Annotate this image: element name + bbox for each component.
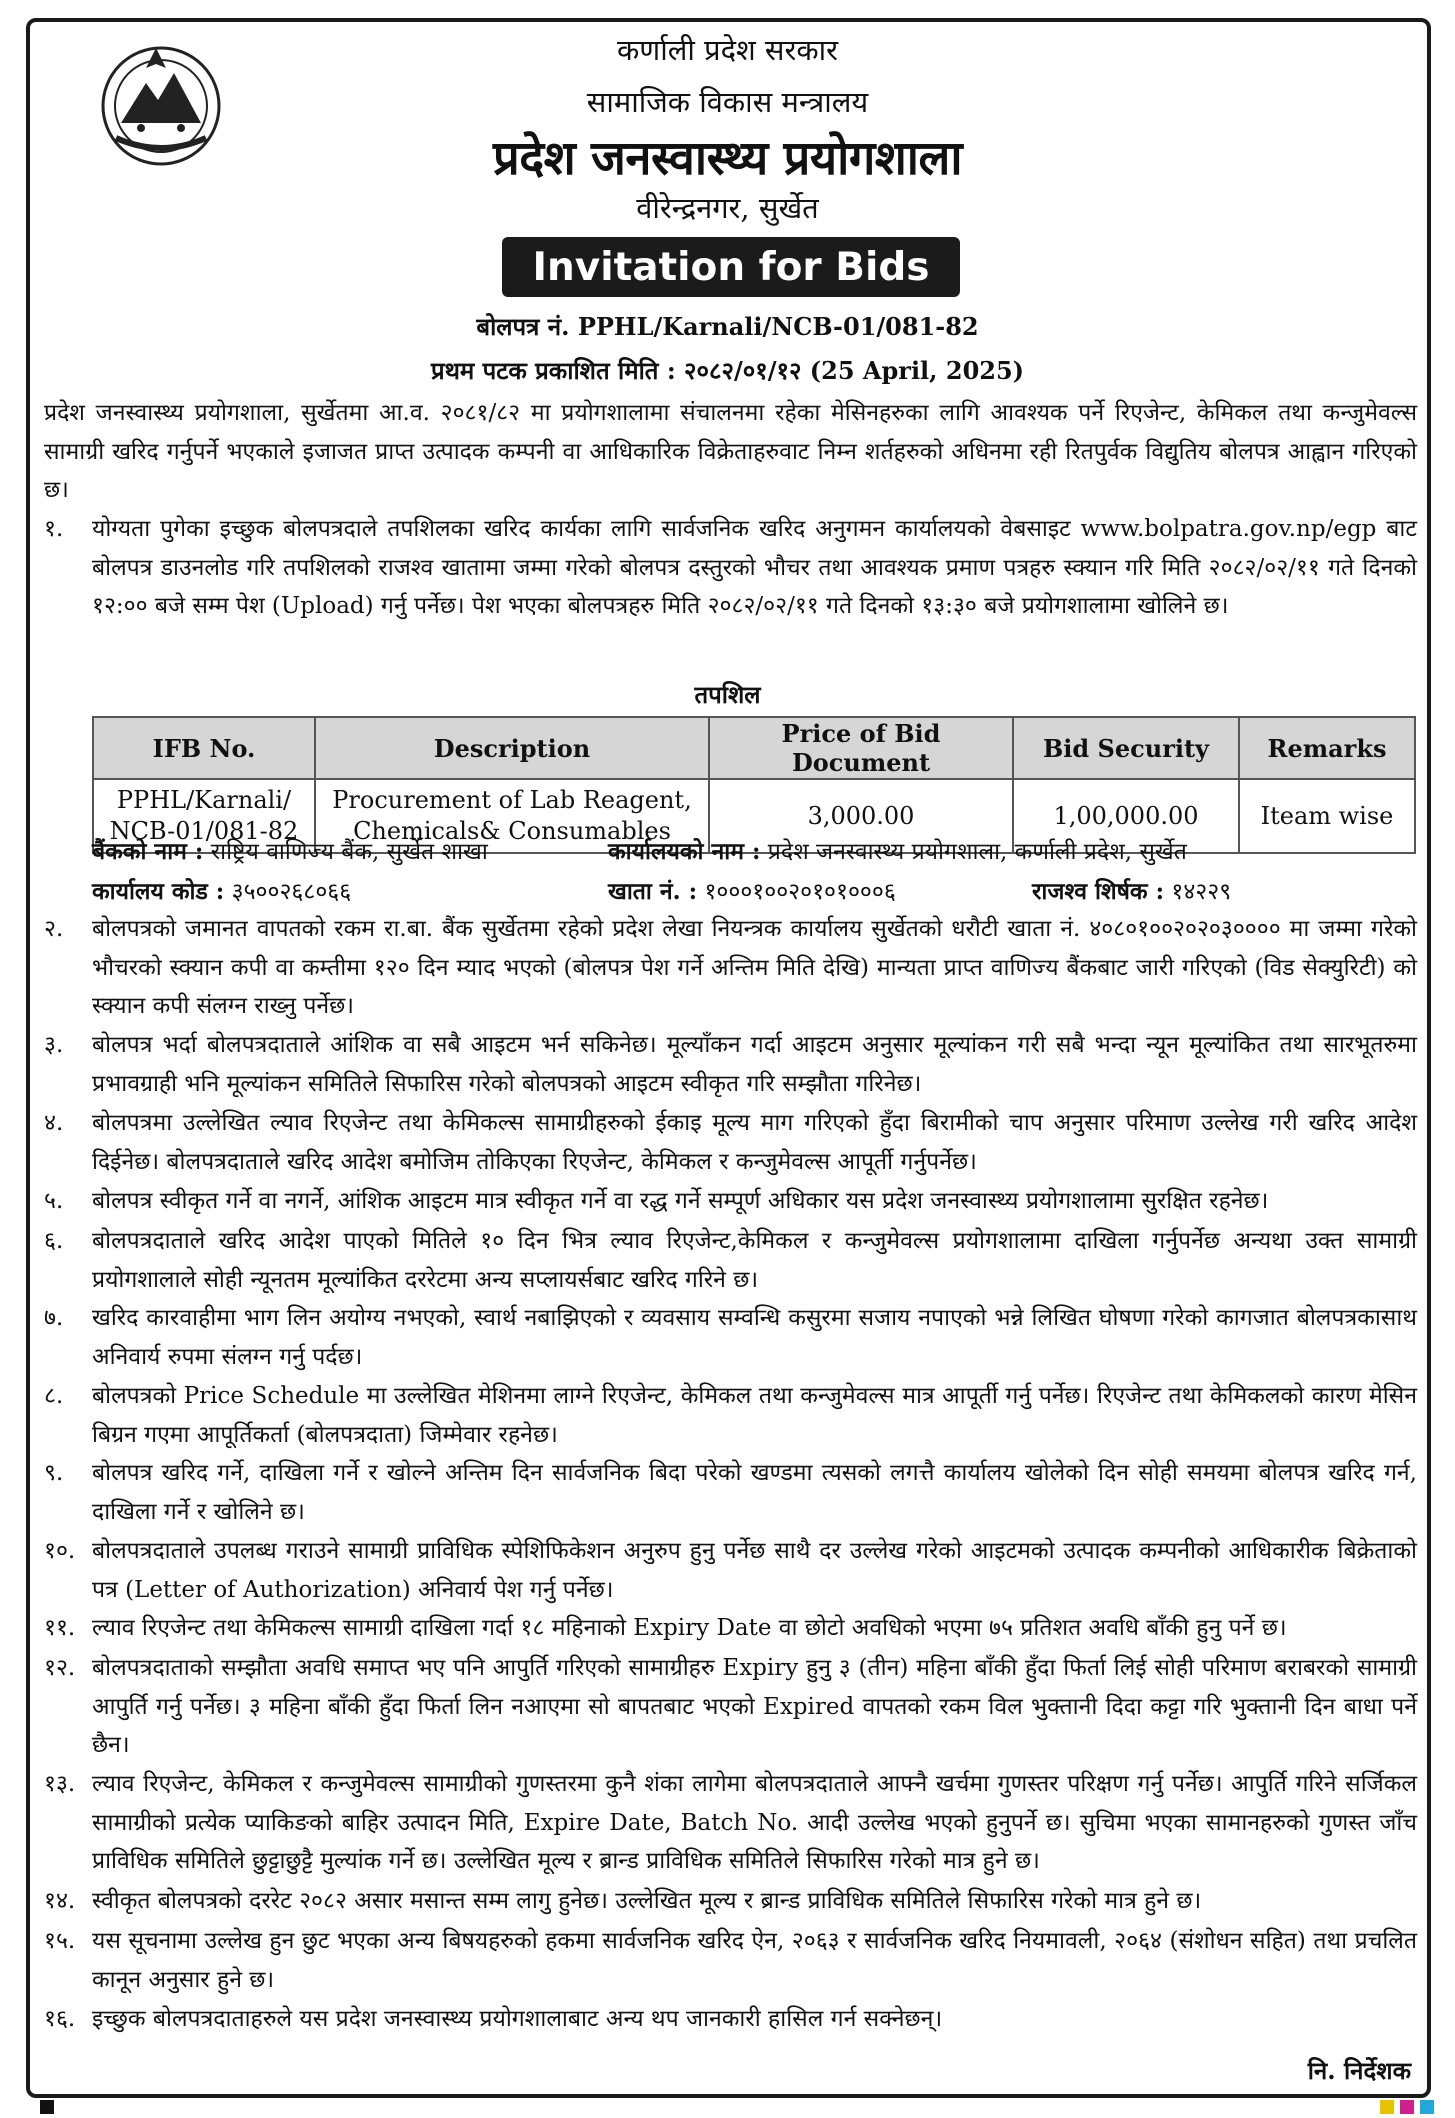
item-text: योग्यता पुगेका इच्छुक बोलपत्रदाले तपशिलका खरिद कार्यका लागि सार्वजनिक खरिद अनुगमन कार्यालयको वेबसाइट www.bolpatra.gov.np/egp बाट बोलपत्र डाउनलोड गरि तपशिलको राजश्व खातामा जम्मा गरेको बोलपत्र दस्तुरको भौचर तथा आवश्यक प्रमाण पत्रहरु स्क्यान गरि मिति २०८२/०२/११ गते दिनको १२:०० बजे सम्म पेश (Upload) गर्नु पर्नेछ। पेश भएका बोलपत्रहरु मिति २०८२/०२/११ गते दिनको १३:३० बजे प्रयोगशालामा खोलिने छ। (92, 516, 1417, 619)
item-text: बोलपत्रमा उल्लेखित ल्याव रिएजेन्ट तथा केमिकल्स सामाग्रीहरुको ईकाइ मूल्य माग गरिएको हुँदा बिरामीको चाप अनुसार परिमाण उल्लेख गरी खरिद आदेश दिईनेछ। बोलपत्रदाताले खरिद आदेश बमोजिम तोकिएका रिएजेन्ट, केमिकल र कन्जुमेवल्स आपूर्ती गर्नुपर्नेछ। (92, 1110, 1417, 1175)
item-number: ५. (44, 1188, 64, 1214)
item-text: बोलपत्रदाताको सम्झौता अवधि समाप्त भए पनि आपुर्ति गरिएको सामाग्रीहरु Expiry हुनु ३ (तीन) महिना बाँकी हुँदा फिर्ता लिई सोही परिमाण बराबरको सामाग्री आपुर्ति गर्नु पर्नेछ। ३ महिना बाँकी हुँदा फिर्ता लिन नआएमा सो बापतबाट भएको Expired वापतको रकम विल भुक्तानी दिदा कट्टा गरि भुक्तानी दिन बाधा पर्ने छैन। (92, 1655, 1417, 1758)
office-code: कार्यालय कोड : ३५००२६८०६६ (92, 878, 352, 905)
item-text: बोलपत्र स्वीकृत गर्ने वा नगर्ने, आंशिक आइटम मात्र स्वीकृत गर्ने वा रद्ध गर्ने सम्पूर्ण अधिकार यस प्रदेश जनस्वास्थ्य प्रयोगशालामा सुरक्षित रहनेछ। (92, 1188, 1269, 1214)
item-number: ११. (44, 1615, 76, 1641)
column-header: Bid Security (1013, 717, 1239, 779)
item-text: ल्याव रिएजेन्ट, केमिकल र कन्जुमेवल्स सामाग्रीको गुणस्तरमा कुनै शंका लागेमा बोलपत्रदाताले आफ्नै खर्चमा गुणस्तर परिक्षण गर्नु पर्नेछ। आपुर्ति गरिने सर्जिकल सामाग्रीको प्रत्येक प्याकिङको बाहिर उत्पादन मिति, Expire Date, Batch No. आदी उल्लेख भएको हुनुपर्ने छ। सुचिमा भएका सामानहरुको गुणस्त जाँच प्राविधिक समितिले छुट्टाछुट्टै मुल्यांक गर्ने छ। उल्लेखित मूल्य र ब्रान्ड प्राविधिक समितिले सिफारिस गरेको मात्र हुने छ। (92, 1771, 1417, 1874)
intro-paragraph: प्रदेश जनस्वास्थ्य प्रयोगशाला, सुर्खेतमा आ.व. २०८१/८२ मा प्रयोगशालामा संचालनमा रहेका मेसिनहरुका लागि आवश्यक पर्ने रिएजेन्ट, केमिकल तथा कन्जुमेवल्स सामाग्री खरिद गर्नुपर्ने भएकाले इजाजत प्राप्त उत्पादक कम्पनी वा आधिकारिक विक्रेताहरुवाट निम्न शर्तहरुको अधिनमा रही रितपुर्वक विद्युतिय बोलपत्र आह्वान गरिएको छ। (44, 400, 1417, 503)
publish-date: प्रथम पटक प्रकाशित मिति : २०८२/०१/१२ (25 April, 2025) (430, 356, 1025, 385)
remarks-cell: Iteam wise (1239, 779, 1415, 853)
notice-banner: Invitation for Bids (502, 237, 960, 297)
column-header: Remarks (1239, 717, 1415, 779)
item-number: ७. (44, 1305, 64, 1331)
item-text: बोलपत्रदाताले उपलब्ध गराउने सामाग्री प्राविधिक स्पेशिफिकेशन अनुरुप हुनु पर्नेछ साथै दर उल्लेख गरेको आइटमको उत्पादक कम्पनीको आधिकारीक बिक्रेताको पत्र (Letter of Authorization) अनिवार्य पेश गर्नु पर्नेछ। (92, 1538, 1417, 1603)
column-header: IFB No. (93, 717, 315, 779)
item-number: २. (44, 916, 64, 942)
item-number: १३. (44, 1771, 76, 1797)
item-number: १२. (44, 1655, 76, 1681)
item-number: १५. (44, 1928, 76, 1954)
item-number: १. (44, 516, 64, 542)
ifb-cell: PPHL/Karnali/ NCB-01/081-82 (93, 779, 315, 853)
item-number: ६. (44, 1228, 64, 1254)
print-mark (1400, 2100, 1414, 2114)
column-header: Description (315, 717, 709, 779)
item-text: बोलपत्र खरिद गर्ने, दाखिला गर्ने र खोल्ने अन्तिम दिन सार्वजनिक बिदा परेको खण्डमा त्यसको लगत्तै कार्यालय खोलेको दिन सोही समयमा बोलपत्र खरिद गर्न, दाखिला गर्ने र खोलिने छ। (92, 1460, 1417, 1525)
item-number: १०. (44, 1538, 76, 1564)
item-number: ८. (44, 1383, 64, 1409)
item-number: ९. (44, 1460, 64, 1486)
gov-name: कर्णाली प्रदेश सरकार (616, 33, 839, 67)
signature: नि. निर्देशक (1307, 2056, 1411, 2085)
column-header: Price of Bid Document (709, 717, 1013, 779)
item-number: ३. (44, 1032, 64, 1058)
bank-name: बैंकको नाम : राष्ट्रिय वाणिज्य बैंक, सुर्खेत शाखा (92, 838, 488, 865)
office-location: वीरेन्द्रनगर, सुर्खेत (636, 191, 819, 225)
office-name: प्रदेश जनस्वास्थ्य प्रयोगशाला (493, 131, 962, 186)
item-text: इच्छुक बोलपत्रदाताहरुले यस प्रदेश जनस्वास्थ्य प्रयोगशालाबाट अन्य थप जानकारी हासिल गर्न सक्नेछन्। (92, 2006, 943, 2032)
print-mark (1420, 2100, 1434, 2114)
print-mark (1380, 2100, 1394, 2114)
table-header-row (93, 717, 1415, 779)
security-cell: 1,00,000.00 (1013, 779, 1239, 853)
item-text: बोलपत्रको जमानत वापतको रकम रा.बा. बैंक सुर्खेतमा रहेको प्रदेश लेखा नियन्त्रक कार्यालय सुर्खेतको धरौटी खाता नं. ४०८०१००२०२०३०००० मा जम्मा गरेको भौचरको स्क्यान कपी वा कम्तीमा १२० दिन म्याद भएको (बोलपत्र पेश गर्ने अन्तिम मिति देखि) मान्यता प्राप्त वाणिज्य बैंकबाट जारी गरिएको (विड सेक्युरिटी) को स्क्यान कपी संलग्न राख्नु पर्नेछ। (92, 916, 1417, 1019)
account-number: खाता नं. : १०००१००२०१०१०००६ (608, 878, 896, 905)
item-number: ४. (44, 1110, 64, 1136)
ministry-name: सामाजिक विकास मन्त्रालय (586, 85, 869, 119)
item-text: खरिद कारवाहीमा भाग लिन अयोग्य नभएको, स्वार्थ नबाझिएको र व्यवसाय सम्वन्धि कसुरमा सजाय नपाएको भन्ने लिखित घोषणा गरेको कागजात बोलपत्रकासाथ अनिवार्य रुपमा संलग्न गर्नु पर्दछ। (92, 1305, 1417, 1370)
bid-number: बोलपत्र नं. PPHL/Karnali/NCB-01/081-82 (476, 312, 979, 341)
item-number: १४. (44, 1888, 76, 1914)
item-text: बोलपत्रदाताले खरिद आदेश पाएको मितिले १० दिन भित्र ल्याव रिएजेन्ट,केमिकल र कन्जुमेवल्स प्रयोगशालामा दाखिला गर्नुपर्नेछ अन्यथा उक्त सामाग्री प्रयोगशालाले सोही न्यूनतम मूल्यांकित दररेटमा अन्य सप्लायर्सबाट खरिद गरिने छ। (92, 1228, 1417, 1293)
schedule-title: तपशिल (694, 680, 761, 709)
description-cell: Procurement of Lab Reagent, Chemicals& Consumables (315, 779, 709, 853)
revenue-heading: राजश्व शिर्षक : १४२२९ (1032, 878, 1232, 905)
item-text: स्वीकृत बोलपत्रको दररेट २०८२ असार मसान्त सम्म लागु हुनेछ। उल्लेखित मूल्य र ब्रान्ड प्राविधिक समितिले सिफारिस गरेको मात्र हुने छ। (92, 1888, 1202, 1914)
office-account-name: कार्यालयको नाम : प्रदेश जनस्वास्थ्य प्रयोगशाला, कर्णाली प्रदेश, सुर्खेत (608, 838, 1187, 865)
print-mark (40, 2100, 54, 2114)
item-text: बोलपत्र भर्दा बोलपत्रदाताले आंशिक वा सबै आइटम भर्न सकिनेछ। मूल्याँकन गर्दा आइटम अनुसार मूल्यांकन गरी सबै भन्दा न्यून मूल्यांकित तथा सारभूतरुमा प्रभावग्राही भनि मूल्यांकन समितिले सिफारिस गरेको बोलपत्रको आइटम स्वीकृत गरि सम्झौता गरिनेछ। (92, 1032, 1417, 1097)
item-number: १६. (44, 2006, 76, 2032)
price-cell: 3,000.00 (709, 779, 1013, 853)
item-text: यस सूचनामा उल्लेख हुन छुट भएका अन्य बिषयहरुको हकमा सार्वजनिक खरिद ऐन, २०६३ र सार्वजनिक खरिद नियमावली, २०६४ (संशोधन सहित) तथा प्रचलित कानून अनुसार हुने छ। (92, 1928, 1417, 1993)
item-text: बोलपत्रको Price Schedule मा उल्लेखित मेशिनमा लाग्ने रिएजेन्ट, केमिकल तथा कन्जुमेवल्स मात्र आपूर्ती गर्नु पर्नेछ। रिएजेन्ट तथा केमिकलको कारण मेसिन बिग्रन गएमा आपूर्तिकर्ता (बोलपत्रदाता) जिम्मेवार रहनेछ। (92, 1383, 1417, 1448)
item-text: ल्याव रिएजेन्ट तथा केमिकल्स सामाग्री दाखिला गर्दा १८ महिनाको Expiry Date वा छोटो अवधिको भएमा ७५ प्रतिशत अवधि बाँकी हुनु पर्ने छ। (92, 1615, 1287, 1641)
